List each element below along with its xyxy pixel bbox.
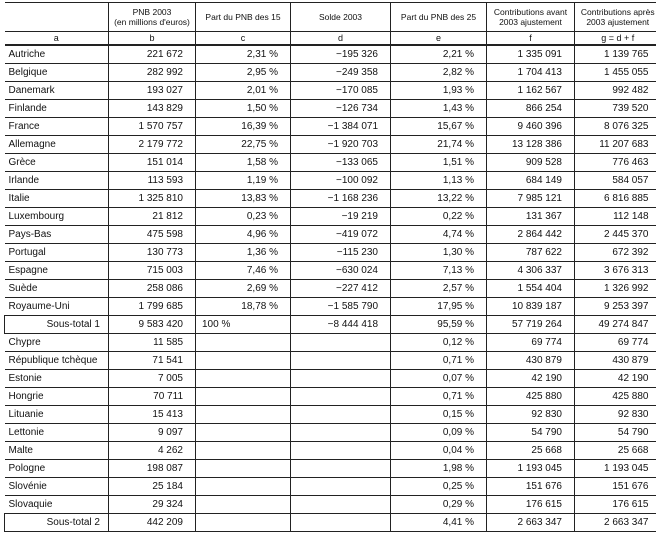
- share-25-cell: 1,93 %: [391, 82, 487, 100]
- share-15-cell: [196, 388, 291, 406]
- table-body: [5, 45, 656, 532]
- balance-cell: −19 219: [291, 208, 391, 226]
- contrib-after-cell: 1 326 992: [575, 280, 656, 298]
- header-pnb: PNB 2003 (en millions d'euros): [109, 3, 196, 32]
- table-row: [5, 370, 656, 388]
- share-15-cell: [196, 370, 291, 388]
- pnb-cell: 1 570 757: [109, 118, 196, 136]
- pnb-cell: 21 812: [109, 208, 196, 226]
- balance-cell: [291, 496, 391, 514]
- contrib-after-cell: 430 879: [575, 352, 656, 370]
- balance-cell: [291, 514, 391, 532]
- pnb-cell: 7 005: [109, 370, 196, 388]
- share-15-cell: 2,95 %: [196, 64, 291, 82]
- balance-cell: −115 230: [291, 244, 391, 262]
- country-cell: Hongrie: [5, 388, 109, 406]
- pnb-cell: 11 585: [109, 334, 196, 352]
- share-15-cell: [196, 442, 291, 460]
- country-cell: Estonie: [5, 370, 109, 388]
- table-row: [5, 244, 656, 262]
- share-15-cell: [196, 478, 291, 496]
- table-row: [5, 298, 656, 316]
- balance-cell: [291, 352, 391, 370]
- country-cell: Lettonie: [5, 424, 109, 442]
- contrib-before-cell: 10 839 187: [487, 298, 575, 316]
- table-row: [5, 388, 656, 406]
- share-25-cell: 1,43 %: [391, 100, 487, 118]
- pnb-cell: 715 003: [109, 262, 196, 280]
- country-cell: Pologne: [5, 460, 109, 478]
- contrib-after-cell: 176 615: [575, 496, 656, 514]
- share-15-cell: 1,19 %: [196, 172, 291, 190]
- country-cell: Sous-total 2: [5, 514, 109, 532]
- share-15-cell: 7,46 %: [196, 262, 291, 280]
- contrib-after-cell: 3 676 313: [575, 262, 656, 280]
- share-25-cell: 21,74 %: [391, 136, 487, 154]
- share-15-cell: 0,23 %: [196, 208, 291, 226]
- share-15-cell: 16,39 %: [196, 118, 291, 136]
- contrib-before-cell: 2 864 442: [487, 226, 575, 244]
- balance-cell: −170 085: [291, 82, 391, 100]
- share-25-cell: 4,74 %: [391, 226, 487, 244]
- balance-cell: −630 024: [291, 262, 391, 280]
- pnb-cell: 1 799 685: [109, 298, 196, 316]
- balance-cell: [291, 334, 391, 352]
- balance-cell: [291, 388, 391, 406]
- share-25-cell: 0,22 %: [391, 208, 487, 226]
- contrib-before-cell: 131 367: [487, 208, 575, 226]
- country-cell: Royaume-Uni: [5, 298, 109, 316]
- contrib-before-cell: 866 254: [487, 100, 575, 118]
- country-cell: Luxembourg: [5, 208, 109, 226]
- header-share-25: Part du PNB des 25: [391, 3, 487, 32]
- pnb-cell: 4 262: [109, 442, 196, 460]
- pnb-cell: 71 541: [109, 352, 196, 370]
- share-25-cell: 17,95 %: [391, 298, 487, 316]
- balance-cell: −1 920 703: [291, 136, 391, 154]
- contrib-after-cell: 584 057: [575, 172, 656, 190]
- contrib-after-cell: 1 193 045: [575, 460, 656, 478]
- column-letters-row: [5, 32, 656, 46]
- country-cell: Finlande: [5, 100, 109, 118]
- country-cell: Slovaquie: [5, 496, 109, 514]
- share-15-cell: 4,96 %: [196, 226, 291, 244]
- pnb-cell: 282 992: [109, 64, 196, 82]
- share-25-cell: 0,09 %: [391, 424, 487, 442]
- country-cell: Belgique: [5, 64, 109, 82]
- balance-cell: −126 734: [291, 100, 391, 118]
- share-15-cell: [196, 460, 291, 478]
- share-25-cell: 1,30 %: [391, 244, 487, 262]
- table-row: [5, 45, 656, 64]
- contrib-before-cell: 909 528: [487, 154, 575, 172]
- table-row: [5, 118, 656, 136]
- share-15-cell: 22,75 %: [196, 136, 291, 154]
- country-cell: Slovénie: [5, 478, 109, 496]
- share-15-cell: 1,50 %: [196, 100, 291, 118]
- balance-cell: −227 412: [291, 280, 391, 298]
- contrib-before-cell: 25 668: [487, 442, 575, 460]
- contrib-after-cell: 776 463: [575, 154, 656, 172]
- contrib-before-cell: 176 615: [487, 496, 575, 514]
- table-row: [5, 442, 656, 460]
- letter-f: f: [487, 32, 575, 46]
- pnb-cell: 15 413: [109, 406, 196, 424]
- table-row: [5, 226, 656, 244]
- contrib-after-cell: 11 207 683: [575, 136, 656, 154]
- share-15-cell: 2,69 %: [196, 280, 291, 298]
- balance-cell: −1 585 790: [291, 298, 391, 316]
- balance-cell: −249 358: [291, 64, 391, 82]
- country-cell: République tchèque: [5, 352, 109, 370]
- pnb-cell: 70 711: [109, 388, 196, 406]
- share-25-cell: 2,82 %: [391, 64, 487, 82]
- contrib-after-cell: 92 830: [575, 406, 656, 424]
- contrib-before-cell: 9 460 396: [487, 118, 575, 136]
- contrib-before-cell: 57 719 264: [487, 316, 575, 334]
- country-cell: Irlande: [5, 172, 109, 190]
- subtotal-row: [5, 514, 656, 532]
- table-row: [5, 136, 656, 154]
- table-row: [5, 406, 656, 424]
- letter-c: c: [196, 32, 291, 46]
- share-15-cell: 1,58 %: [196, 154, 291, 172]
- pnb-cell: 29 324: [109, 496, 196, 514]
- contrib-before-cell: 92 830: [487, 406, 575, 424]
- table-row: [5, 352, 656, 370]
- contrib-after-cell: 69 774: [575, 334, 656, 352]
- share-15-cell: 100 %: [196, 316, 291, 334]
- share-15-cell: [196, 514, 291, 532]
- contrib-before-cell: 684 149: [487, 172, 575, 190]
- balance-cell: [291, 478, 391, 496]
- contrib-before-cell: 1 704 413: [487, 64, 575, 82]
- balance-cell: [291, 424, 391, 442]
- contrib-before-cell: 69 774: [487, 334, 575, 352]
- table-row: [5, 478, 656, 496]
- letter-b: b: [109, 32, 196, 46]
- pnb-cell: 9 097: [109, 424, 196, 442]
- contrib-after-cell: 112 148: [575, 208, 656, 226]
- contributions-table: [4, 2, 656, 532]
- table-row: [5, 172, 656, 190]
- letter-g: g = d + f: [575, 32, 656, 46]
- pnb-cell: 2 179 772: [109, 136, 196, 154]
- share-25-cell: 0,07 %: [391, 370, 487, 388]
- table-row: [5, 64, 656, 82]
- contrib-after-cell: 1 455 055: [575, 64, 656, 82]
- pnb-cell: 258 086: [109, 280, 196, 298]
- contrib-before-cell: 787 622: [487, 244, 575, 262]
- country-cell: Malte: [5, 442, 109, 460]
- contrib-before-cell: 1 554 404: [487, 280, 575, 298]
- country-cell: France: [5, 118, 109, 136]
- share-25-cell: 2,21 %: [391, 45, 487, 64]
- share-25-cell: 0,04 %: [391, 442, 487, 460]
- country-cell: Grèce: [5, 154, 109, 172]
- contrib-after-cell: 42 190: [575, 370, 656, 388]
- share-25-cell: 13,22 %: [391, 190, 487, 208]
- contrib-after-cell: 739 520: [575, 100, 656, 118]
- table-row: [5, 460, 656, 478]
- pnb-cell: 193 027: [109, 82, 196, 100]
- contrib-after-cell: 9 253 397: [575, 298, 656, 316]
- contrib-before-cell: 430 879: [487, 352, 575, 370]
- balance-cell: [291, 370, 391, 388]
- table-row: [5, 334, 656, 352]
- table-row: [5, 100, 656, 118]
- balance-cell: [291, 460, 391, 478]
- header-contrib-after: Contributions après 2003 ajustement: [575, 3, 656, 32]
- pnb-cell: 1 325 810: [109, 190, 196, 208]
- country-cell: Suède: [5, 280, 109, 298]
- share-15-cell: [196, 424, 291, 442]
- contrib-before-cell: 1 193 045: [487, 460, 575, 478]
- contrib-after-cell: 151 676: [575, 478, 656, 496]
- pnb-cell: 221 672: [109, 45, 196, 64]
- contrib-after-cell: 49 274 847: [575, 316, 656, 334]
- share-25-cell: 0,15 %: [391, 406, 487, 424]
- country-cell: Allemagne: [5, 136, 109, 154]
- share-25-cell: 0,12 %: [391, 334, 487, 352]
- pnb-cell: 475 598: [109, 226, 196, 244]
- share-15-cell: 1,36 %: [196, 244, 291, 262]
- contrib-before-cell: 425 880: [487, 388, 575, 406]
- pnb-cell: 130 773: [109, 244, 196, 262]
- balance-cell: −8 444 418: [291, 316, 391, 334]
- pnb-cell: 442 209: [109, 514, 196, 532]
- contrib-before-cell: 151 676: [487, 478, 575, 496]
- balance-cell: [291, 442, 391, 460]
- share-15-cell: [196, 334, 291, 352]
- balance-cell: −419 072: [291, 226, 391, 244]
- share-25-cell: 0,25 %: [391, 478, 487, 496]
- country-cell: Espagne: [5, 262, 109, 280]
- table-row: [5, 496, 656, 514]
- share-25-cell: 7,13 %: [391, 262, 487, 280]
- contrib-after-cell: 1 139 765: [575, 45, 656, 64]
- share-15-cell: 2,01 %: [196, 82, 291, 100]
- share-25-cell: 4,41 %: [391, 514, 487, 532]
- pnb-cell: 143 829: [109, 100, 196, 118]
- share-15-cell: [196, 496, 291, 514]
- contrib-after-cell: 25 668: [575, 442, 656, 460]
- table-row: [5, 280, 656, 298]
- contrib-after-cell: 8 076 325: [575, 118, 656, 136]
- table-row: [5, 82, 656, 100]
- share-25-cell: 1,13 %: [391, 172, 487, 190]
- share-25-cell: 0,29 %: [391, 496, 487, 514]
- contrib-before-cell: 1 162 567: [487, 82, 575, 100]
- table-row: [5, 424, 656, 442]
- balance-cell: −1 168 236: [291, 190, 391, 208]
- letter-d: d: [291, 32, 391, 46]
- header-row: [5, 3, 656, 32]
- contrib-after-cell: 2 445 370: [575, 226, 656, 244]
- share-15-cell: [196, 406, 291, 424]
- country-cell: Chypre: [5, 334, 109, 352]
- contrib-before-cell: 4 306 337: [487, 262, 575, 280]
- share-15-cell: 13,83 %: [196, 190, 291, 208]
- contrib-before-cell: 7 985 121: [487, 190, 575, 208]
- share-25-cell: 2,57 %: [391, 280, 487, 298]
- table-row: [5, 190, 656, 208]
- share-15-cell: [196, 352, 291, 370]
- share-25-cell: 0,71 %: [391, 352, 487, 370]
- country-cell: Sous-total 1: [5, 316, 109, 334]
- country-cell: Italie: [5, 190, 109, 208]
- contrib-after-cell: 2 663 347: [575, 514, 656, 532]
- share-25-cell: 15,67 %: [391, 118, 487, 136]
- pnb-cell: 151 014: [109, 154, 196, 172]
- balance-cell: −133 065: [291, 154, 391, 172]
- contrib-before-cell: 1 335 091: [487, 45, 575, 64]
- balance-cell: −195 326: [291, 45, 391, 64]
- country-cell: Pays-Bas: [5, 226, 109, 244]
- subtotal-row: [5, 316, 656, 334]
- share-25-cell: 1,51 %: [391, 154, 487, 172]
- letter-e: e: [391, 32, 487, 46]
- contrib-before-cell: 2 663 347: [487, 514, 575, 532]
- contrib-after-cell: 6 816 885: [575, 190, 656, 208]
- table-row: [5, 154, 656, 172]
- contrib-after-cell: 672 392: [575, 244, 656, 262]
- pnb-cell: 198 087: [109, 460, 196, 478]
- country-cell: Portugal: [5, 244, 109, 262]
- contrib-before-cell: 54 790: [487, 424, 575, 442]
- letter-a: a: [5, 32, 109, 46]
- share-25-cell: 1,98 %: [391, 460, 487, 478]
- balance-cell: −100 092: [291, 172, 391, 190]
- share-15-cell: 18,78 %: [196, 298, 291, 316]
- balance-cell: [291, 406, 391, 424]
- country-cell: Lituanie: [5, 406, 109, 424]
- header-share-15: Part du PNB des 15: [196, 3, 291, 32]
- contrib-after-cell: 992 482: [575, 82, 656, 100]
- balance-cell: −1 384 071: [291, 118, 391, 136]
- header-contrib-before: Contributions avant 2003 ajustement: [487, 3, 575, 32]
- pnb-cell: 25 184: [109, 478, 196, 496]
- pnb-cell: 113 593: [109, 172, 196, 190]
- header-country: [5, 3, 109, 32]
- contrib-after-cell: 425 880: [575, 388, 656, 406]
- share-25-cell: 95,59 %: [391, 316, 487, 334]
- header-balance: Solde 2003: [291, 3, 391, 32]
- share-25-cell: 0,71 %: [391, 388, 487, 406]
- share-15-cell: 2,31 %: [196, 45, 291, 64]
- contrib-before-cell: 13 128 386: [487, 136, 575, 154]
- country-cell: Autriche: [5, 45, 109, 64]
- pnb-cell: 9 583 420: [109, 316, 196, 334]
- country-cell: Danemark: [5, 82, 109, 100]
- contrib-after-cell: 54 790: [575, 424, 656, 442]
- contrib-before-cell: 42 190: [487, 370, 575, 388]
- table-row: [5, 208, 656, 226]
- table-row: [5, 262, 656, 280]
